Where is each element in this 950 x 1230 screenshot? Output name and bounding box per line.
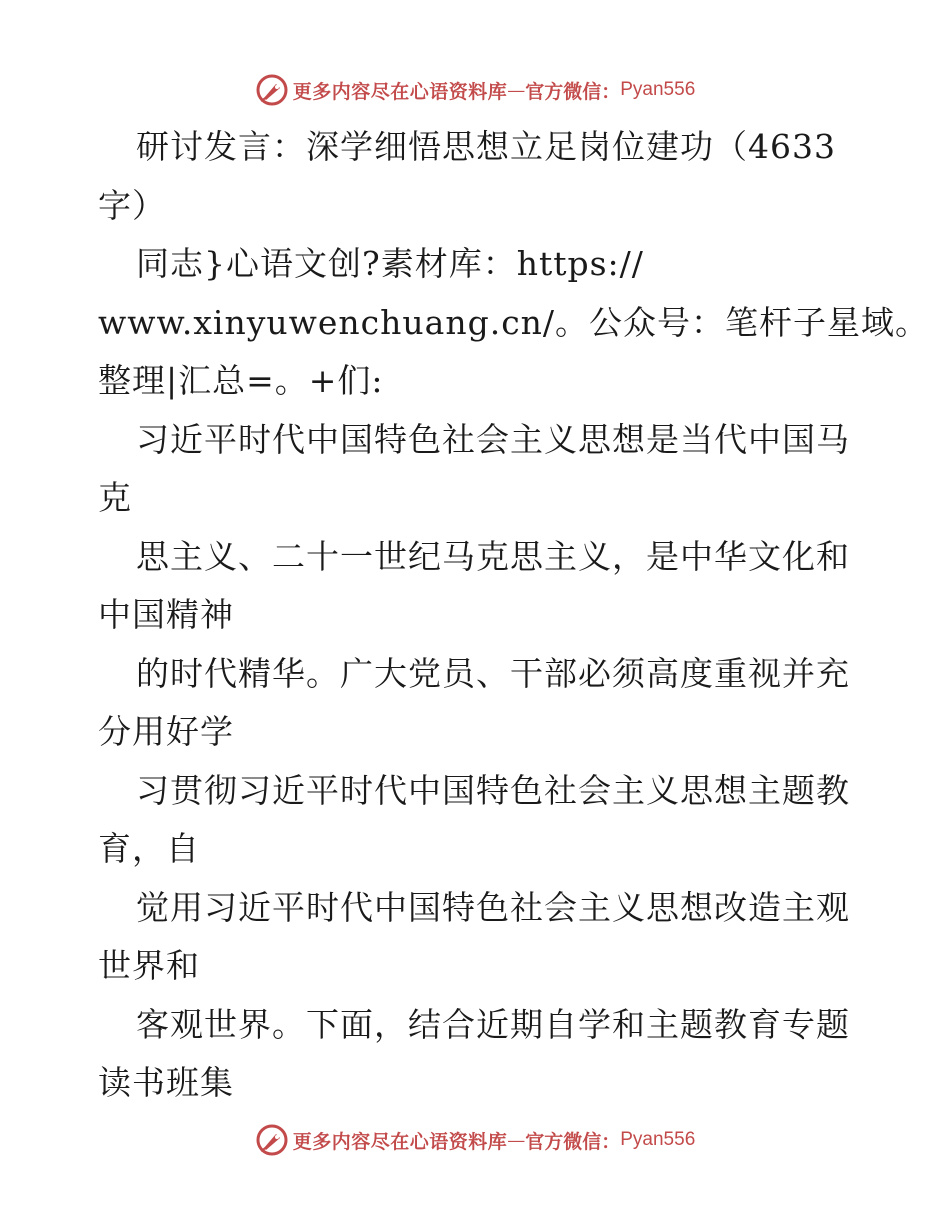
doc-line: 同志}心语文创?素材库：https:// (136, 244, 644, 283)
doc-line: 整理|汇总=。+们: (98, 361, 384, 400)
doc-line: 思主义、二十一世纪马克思主义，是中华文化和 (136, 536, 850, 576)
banner-dash: — (507, 1129, 526, 1151)
doc-line: www.xinyuwenchuang.cn/。公众号：笔杆子星域。 (98, 302, 930, 342)
doc-line: 育，自 (98, 829, 200, 868)
banner-text: 更多内容尽在心语资料库 (292, 1130, 508, 1153)
banner-text: 更多内容尽在心语资料库 (292, 80, 508, 103)
header-banner (0, 70, 950, 110)
banner-id: Pyan556 (620, 1129, 696, 1150)
doc-line: 研讨发言：深学细悟思想立足岗位建功（4633 (136, 127, 836, 166)
document-body (98, 118, 930, 1113)
pen-nib-logo-icon (255, 1123, 289, 1157)
footer-banner (0, 1120, 950, 1160)
doc-line: 觉用习近平时代中国特色社会主义思想改造主观 (136, 887, 850, 927)
doc-line: 克 (98, 478, 132, 517)
doc-line: 客观世界。下面，结合近期自学和主题教育专题 (136, 1004, 850, 1044)
doc-line: 字） (98, 185, 166, 225)
doc-line: 分用好学 (98, 712, 234, 751)
banner-label: 官方微信： (525, 1130, 621, 1153)
doc-line: 世界和 (98, 946, 200, 985)
doc-line: 读书班集 (98, 1063, 234, 1102)
doc-line: 中国精神 (98, 595, 234, 634)
banner-label: 官方微信： (525, 80, 621, 103)
doc-line: 习贯彻习近平时代中国特色社会主义思想主题教 (136, 770, 850, 810)
doc-line: 的时代精华。广大党员、干部必须高度重视并充 (136, 653, 850, 693)
doc-line: 习近平时代中国特色社会主义思想是当代中国马 (136, 419, 850, 459)
pen-nib-logo-icon (255, 73, 289, 107)
banner-dash: — (507, 79, 526, 101)
banner-id: Pyan556 (620, 79, 696, 100)
